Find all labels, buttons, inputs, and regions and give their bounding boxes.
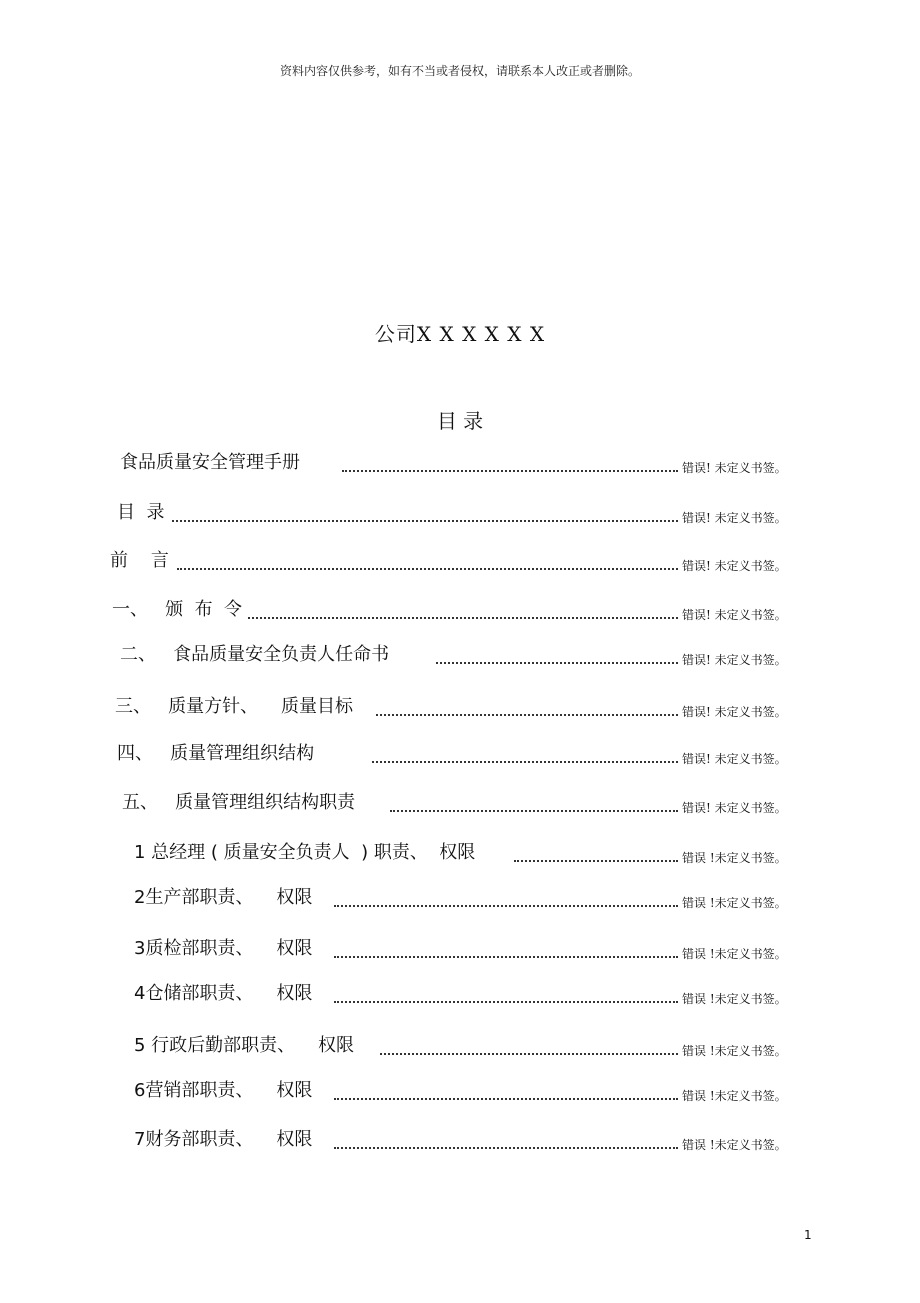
toc-leader-dots [172, 520, 678, 522]
toc-entry-label: 3质检部职责、 权限 [134, 938, 313, 959]
toc-leader-dots [436, 662, 678, 664]
toc-entry-page: 错误! 未定义书签。 [682, 608, 787, 622]
toc-leader-dots [334, 956, 678, 958]
toc-leader-dots [372, 761, 678, 763]
toc-entry-label: 7财务部职责、 权限 [134, 1129, 313, 1150]
toc-entry-page: 错误! 未定义书签。 [682, 511, 787, 525]
toc-entry[interactable] [0, 1035, 920, 1061]
toc-entry-label: 食品质量安全管理手册 [120, 452, 300, 473]
toc-entry-page: 错误! 未定义书签。 [682, 653, 787, 667]
toc-entry-label: 5 行政后勤部职责、 权限 [134, 1035, 355, 1056]
toc-entry[interactable] [0, 842, 920, 868]
toc-entry-page: 错误 !未定义书签。 [682, 947, 787, 961]
company-title: 公司X X X X X X [374, 322, 546, 346]
toc-entry[interactable] [0, 502, 920, 528]
toc-entry-label: 6营销部职责、 权限 [134, 1080, 313, 1101]
toc-entry-page: 错误 !未定义书签。 [682, 1138, 787, 1152]
toc-entry-page: 错误 !未定义书签。 [682, 992, 787, 1006]
toc-leader-dots [390, 810, 678, 812]
toc-entry-label: 五、 质量管理组织结构职责 [122, 792, 356, 813]
toc-entry[interactable] [0, 1129, 920, 1155]
toc-leader-dots [248, 617, 678, 619]
toc-leader-dots [376, 714, 678, 716]
page-number: 1 [804, 1228, 812, 1242]
toc-entry-page: 错误 !未定义书签。 [682, 1044, 787, 1058]
toc-entry-page: 错误 !未定义书签。 [682, 851, 787, 865]
toc-entry-label: 二、 食品质量安全负责人任命书 [120, 644, 390, 665]
toc-leader-dots [334, 1098, 678, 1100]
toc-entry[interactable] [0, 452, 920, 478]
toc-entry[interactable] [0, 743, 920, 769]
toc-entry-label: 4仓储部职责、 权限 [134, 983, 313, 1004]
toc-entry-label: 四、 质量管理组织结构 [117, 743, 315, 764]
toc-entry-label: 前 言 [110, 550, 169, 571]
toc-entry-page: 错误 !未定义书签。 [682, 896, 787, 910]
toc-entry[interactable] [0, 938, 920, 964]
toc-entry-label: 目 录 [117, 502, 165, 523]
toc-entry-page: 错误! 未定义书签。 [682, 461, 787, 475]
toc-entry-label: 2生产部职责、 权限 [134, 887, 313, 908]
toc-entry[interactable] [0, 644, 920, 670]
toc-entry[interactable] [0, 599, 920, 625]
toc-entry[interactable] [0, 550, 920, 576]
toc-entry-page: 错误! 未定义书签。 [682, 752, 787, 766]
toc-leader-dots [334, 905, 678, 907]
toc-leader-dots [342, 470, 678, 472]
toc-entry-page: 错误! 未定义书签。 [682, 801, 787, 815]
toc-leader-dots [380, 1053, 678, 1055]
toc-leader-dots [177, 568, 678, 570]
header-disclaimer: 资料内容仅供参考，如有不当或者侵权，请联系本人改正或者删除。 [279, 64, 640, 78]
toc-entry-page: 错误! 未定义书签。 [682, 559, 787, 573]
toc-leader-dots [514, 860, 678, 862]
toc-entry-page: 错误 !未定义书签。 [682, 1089, 787, 1103]
toc-entry[interactable] [0, 696, 920, 722]
toc-entry-label: 1 总经理 ( 质量安全负责人 ) 职责、 权限 [134, 842, 476, 863]
toc-entry-page: 错误! 未定义书签。 [682, 705, 787, 719]
toc-leader-dots [334, 1001, 678, 1003]
toc-entry[interactable] [0, 983, 920, 1009]
toc-entry-label: 一、 颁 布 令 [112, 599, 243, 620]
toc-heading: 目 录 [436, 409, 484, 433]
toc-entry[interactable] [0, 1080, 920, 1106]
toc-entry[interactable] [0, 887, 920, 913]
toc-entry[interactable] [0, 792, 920, 818]
toc-leader-dots [334, 1147, 678, 1149]
toc-entry-label: 三、 质量方针、 质量目标 [115, 696, 354, 717]
